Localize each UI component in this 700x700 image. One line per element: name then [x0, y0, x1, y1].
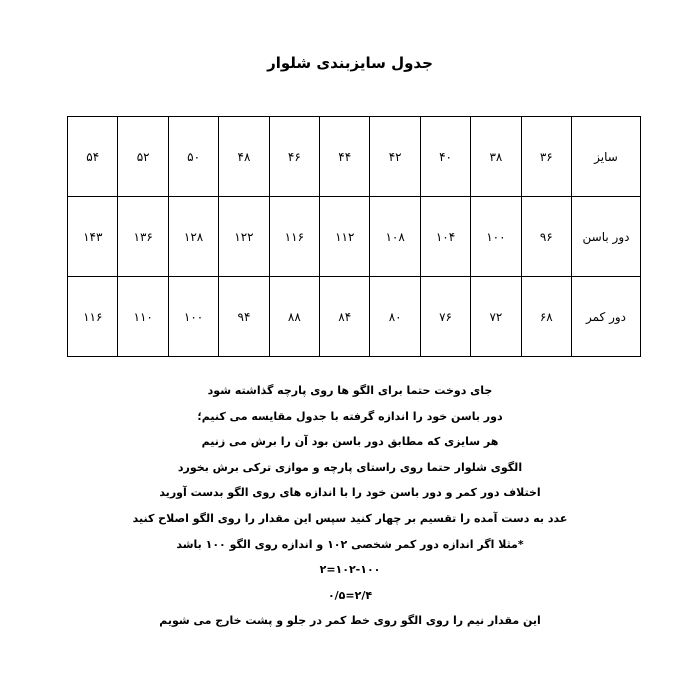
table-cell: ۱۳۶ — [118, 197, 168, 277]
table-cell: ۱۱۶ — [68, 277, 118, 357]
size-chart-table — [67, 116, 641, 357]
table-cell: ۵۲ — [118, 117, 168, 197]
table-cell: ۵۰ — [168, 117, 218, 197]
table-cell: ۹۴ — [219, 277, 269, 357]
table-row-size — [68, 117, 641, 197]
table-cell: ۸۴ — [320, 277, 370, 357]
instruction-line: این مقدار نیم را روی الگو روی خط کمر در جلو و پشت خارج می شویم — [159, 614, 541, 628]
table-cell: ۱۱۰ — [118, 277, 168, 357]
page-title: جدول سایزبندی شلوار — [267, 54, 433, 72]
instruction-line: دور باسن خود را اندازه گرفته با جدول مقایسه می کنیم؛ — [197, 409, 503, 423]
table-cell: ۴۲ — [370, 117, 420, 197]
instruction-line: ۱۰۲-۱۰۰=۲ — [319, 563, 381, 577]
table-cell: ۶۸ — [521, 277, 571, 357]
table-cell: ۷۶ — [420, 277, 470, 357]
instructions-block — [40, 378, 660, 634]
table-row-waist — [68, 277, 641, 357]
instruction-line: عدد به دست آمده را تقسیم بر چهار کنید سپس این مقدار را روی الگو اصلاح کنید — [132, 511, 568, 525]
table-cell: ۴۴ — [320, 117, 370, 197]
table-cell: ۱۰۰ — [471, 197, 521, 277]
instruction-line: الگوی شلوار حتما روی راستای پارچه و موازی ترکی برش بخورد — [177, 460, 523, 474]
table-cell: ۱۱۶ — [269, 197, 319, 277]
table-cell: ۱۰۴ — [420, 197, 470, 277]
row-header-waist: دور کمر — [572, 277, 641, 357]
table-cell: ۱۴۳ — [68, 197, 118, 277]
instruction-line: ۲/۴=۰/۵ — [327, 588, 373, 602]
row-header-size: سایز — [572, 117, 641, 197]
table-cell: ۱۱۲ — [320, 197, 370, 277]
table-cell: ۱۰۰ — [168, 277, 218, 357]
table-cell: ۱۲۲ — [219, 197, 269, 277]
table-cell: ۷۲ — [471, 277, 521, 357]
instruction-line: هر سایزی که مطابق دور باسن بود آن را برش می زنیم — [201, 435, 499, 449]
table-cell: ۹۶ — [521, 197, 571, 277]
row-header-hip: دور باسن — [572, 197, 641, 277]
table-cell: ۴۰ — [420, 117, 470, 197]
table-cell: ۵۴ — [68, 117, 118, 197]
table-cell: ۳۸ — [471, 117, 521, 197]
table-cell: ۸۰ — [370, 277, 420, 357]
table-row-hip — [68, 197, 641, 277]
table-cell: ۴۸ — [219, 117, 269, 197]
table-cell: ۳۶ — [521, 117, 571, 197]
instruction-line: *مثلا اگر اندازه دور کمر شخصی ۱۰۲ و اندازه روی الگو ۱۰۰ باشد — [176, 537, 524, 551]
table-cell: ۱۲۸ — [168, 197, 218, 277]
table-cell: ۱۰۸ — [370, 197, 420, 277]
instruction-line: اختلاف دور کمر و دور باسن خود را با اندازه های روی الگو بدست آورید — [159, 486, 541, 500]
table-cell: ۸۸ — [269, 277, 319, 357]
table-cell: ۴۶ — [269, 117, 319, 197]
instruction-line: جای دوخت حتما برای الگو ها روی پارچه گذاشته شود — [207, 384, 493, 397]
